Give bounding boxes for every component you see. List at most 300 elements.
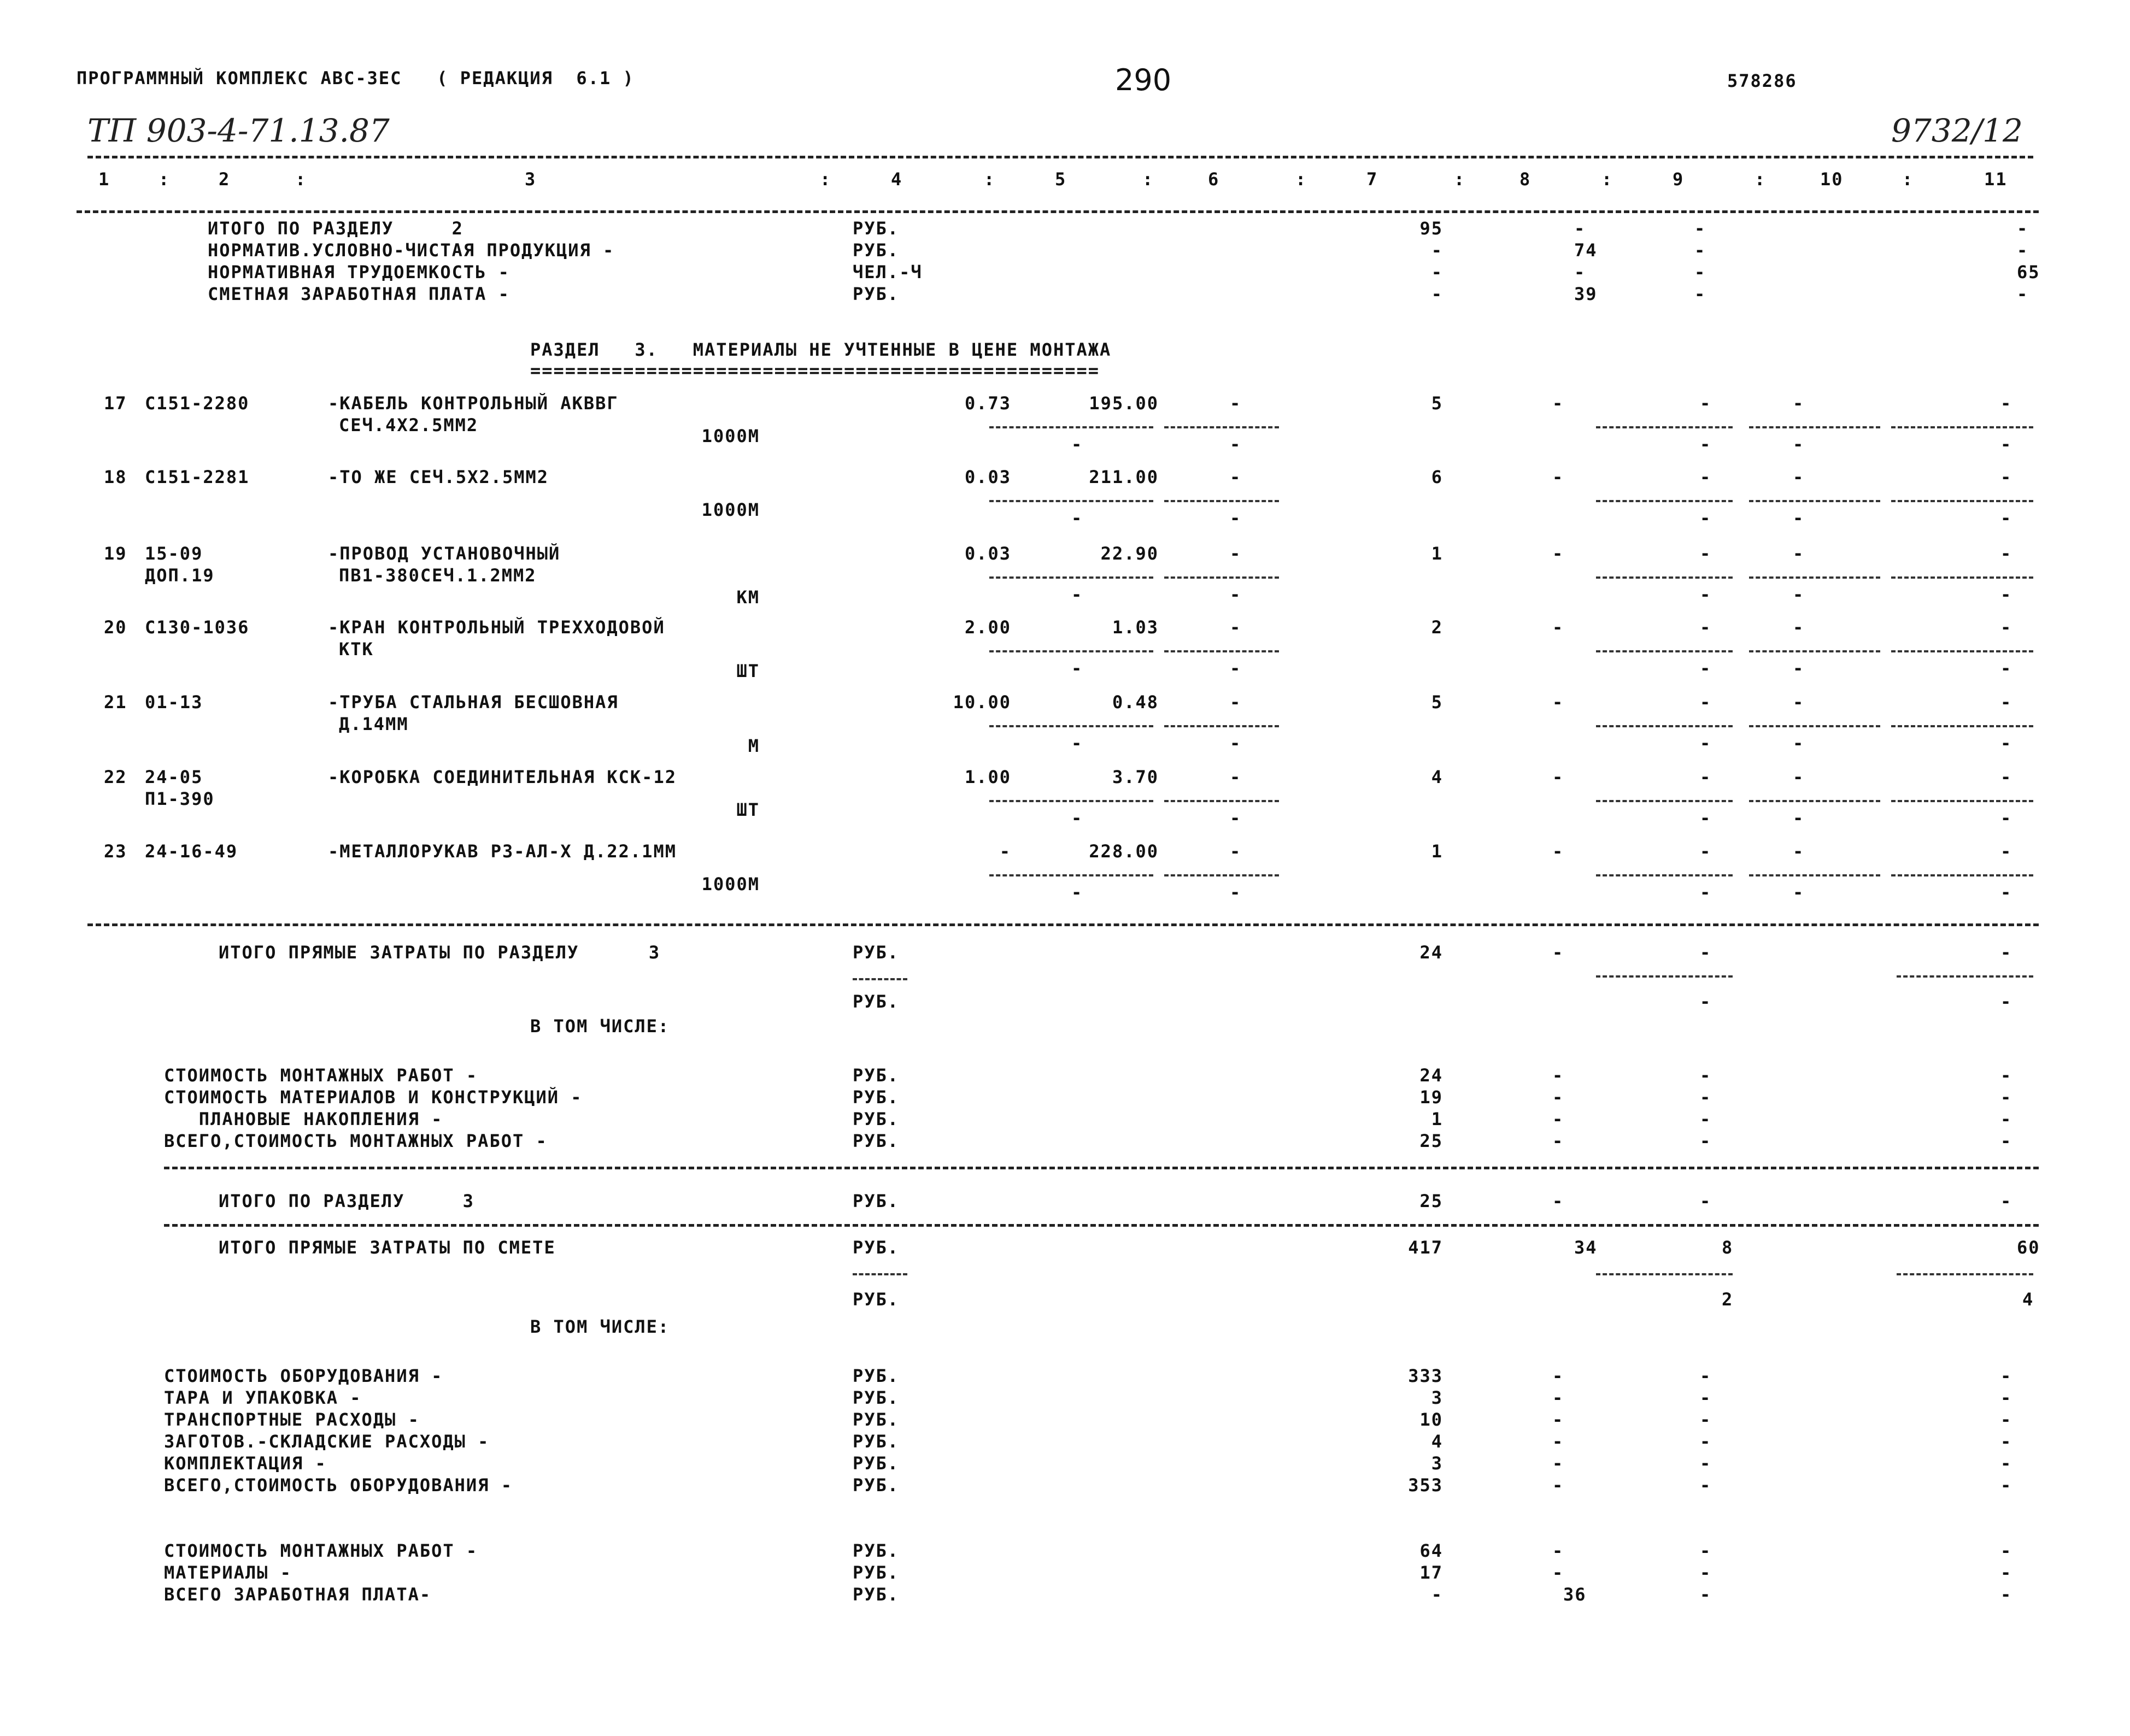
value-col8: - (1552, 1453, 1564, 1474)
unit-label: РУБ. (853, 1562, 900, 1583)
item-subrule (989, 426, 1153, 428)
value-col11: - (2000, 991, 2012, 1012)
item-price: 22.90 (1100, 543, 1159, 564)
value-col11: - (2000, 1453, 2012, 1474)
including-rule (164, 1167, 2039, 1169)
item-number: 23 (104, 841, 127, 862)
column-header-2: 2 (219, 169, 231, 190)
value-col9: - (1700, 1087, 1712, 1108)
value-col9: - (1700, 467, 1712, 487)
value-col9: - (1700, 1584, 1712, 1605)
item-unit: КМ (736, 587, 760, 608)
item-subrule (1596, 500, 1733, 502)
subrow-mark: - (2000, 584, 2012, 605)
item-subrule (989, 650, 1153, 652)
column-separator: : (1142, 169, 1154, 190)
value-col11: - (2017, 284, 2029, 304)
unit-label: РУБ. (853, 1289, 900, 1310)
unit-label: РУБ. (853, 1431, 900, 1452)
item-quantity: 10.00 (953, 692, 1011, 713)
including-item-label: СТОИМОСТЬ МОНТАЖНЫХ РАБОТ - (164, 1065, 478, 1086)
item-subrule (1596, 874, 1733, 876)
item-price: 3.70 (1112, 767, 1159, 787)
item-subrule (1596, 725, 1733, 727)
value-col11: - (2000, 1409, 2012, 1430)
unit-label: РУБ. (853, 1131, 900, 1151)
value-col6: - (1230, 617, 1242, 638)
unit-label: РУБ. (853, 1065, 900, 1086)
column-header-11: 11 (1984, 169, 2008, 190)
item-subrule (989, 500, 1153, 502)
including-item-label: КОМПЛЕКТАЦИЯ - (164, 1453, 327, 1474)
value-col7: 353 (1408, 1475, 1443, 1496)
value-col10: - (1793, 841, 1805, 862)
value-col9: - (1700, 1387, 1712, 1408)
value-col7: 95 (1419, 218, 1443, 239)
item-price: 211.00 (1089, 467, 1159, 487)
value-col8: - (1552, 1191, 1564, 1211)
subrow-mark: - (1230, 508, 1242, 528)
value-col11: - (2000, 617, 2012, 638)
value-col11: - (2000, 1584, 2012, 1605)
column-separator: : (1454, 169, 1466, 190)
item-subrule (1596, 426, 1733, 428)
subrule (1897, 1273, 2033, 1275)
value-col11: - (2017, 240, 2029, 261)
value-col11: - (2000, 1191, 2012, 1211)
unit-label: РУБ. (853, 1584, 900, 1605)
value-col9: - (1700, 393, 1712, 414)
unit-label: РУБ. (853, 1366, 900, 1386)
subrow-mark: - (1700, 508, 1712, 528)
item-number: 19 (104, 543, 127, 564)
item-col7: 2 (1431, 617, 1443, 638)
value-col9: - (1700, 1540, 1712, 1561)
subrow-mark: - (1700, 808, 1712, 828)
item-subrule (989, 800, 1153, 802)
item-number: 22 (104, 767, 127, 787)
subrow-mark: - (1230, 882, 1242, 903)
value-col9: - (1700, 942, 1712, 963)
subrow-mark: - (1071, 808, 1083, 828)
value-col6: - (1230, 393, 1242, 414)
column-separator: : (1295, 169, 1307, 190)
including-item-label: ВСЕГО,СТОИМОСТЬ ОБОРУДОВАНИЯ - (164, 1475, 513, 1496)
including-item-label: ТАРА И УПАКОВКА - (164, 1387, 362, 1408)
subrow-mark: - (2000, 434, 2012, 455)
subrow-mark: - (2000, 508, 2012, 528)
item-code: 24-05 (145, 767, 203, 787)
value-col9: - (1700, 1453, 1712, 1474)
value-col10: - (1793, 617, 1805, 638)
item-subrule (1164, 874, 1279, 876)
column-separator: : (820, 169, 832, 190)
value-col7: 25 (1419, 1191, 1443, 1211)
value-col7: 24 (1419, 942, 1443, 963)
value-col7: 417 (1408, 1237, 1443, 1258)
item-quantity: 0.73 (964, 393, 1011, 414)
value-col11: - (2000, 942, 2012, 963)
item-subrule (1891, 426, 2033, 428)
subrow-mark: - (1230, 658, 1242, 679)
value-col11: - (2000, 1562, 2012, 1583)
column-separator: : (295, 169, 307, 190)
item-subrule (1891, 874, 2033, 876)
value-col9: - (1700, 1409, 1712, 1430)
value-col7: 10 (1419, 1409, 1443, 1430)
including-item-label: ВСЕГО ЗАРАБОТНАЯ ПЛАТА- (164, 1584, 432, 1605)
subrow-mark: - (2000, 733, 2012, 754)
unit-label: РУБ. (853, 1409, 900, 1430)
value-col7: 24 (1419, 1065, 1443, 1086)
value-col8: - (1552, 393, 1564, 414)
unit-label: РУБ. (853, 1453, 900, 1474)
item-unit: 1000М (701, 874, 760, 895)
column-header-3: 3 (525, 169, 537, 190)
value-col9: - (1694, 284, 1706, 304)
value-col7: - (1431, 240, 1443, 261)
item-number: 20 (104, 617, 127, 638)
item-unit: М (748, 735, 760, 756)
value-col11: - (2000, 1065, 2012, 1086)
item-number: 17 (104, 393, 127, 414)
value-col8: - (1574, 262, 1586, 283)
item-code: 24-16-49 (145, 841, 238, 862)
document-designation: ТП 903-4-71.13.87 (87, 112, 390, 149)
item-subrule (1164, 650, 1279, 652)
subrow-mark: - (1700, 584, 1712, 605)
item-col7: 5 (1431, 393, 1443, 414)
value-col9: 2 (1722, 1289, 1734, 1310)
item-subrule (1749, 576, 1880, 579)
subrow-mark: - (1700, 434, 1712, 455)
subrow-mark: - (1793, 808, 1805, 828)
item-subrule (1596, 650, 1733, 652)
value-col9: - (1700, 1065, 1712, 1086)
subrow-mark: - (1793, 733, 1805, 754)
item-price: 1.03 (1112, 617, 1159, 638)
item-col7: 1 (1431, 841, 1443, 862)
item-code-extra: П1-390 (145, 788, 215, 809)
subrow-mark: - (1071, 658, 1083, 679)
subrule (1596, 1273, 1733, 1275)
value-col8: - (1552, 942, 1564, 963)
item-subrule (1749, 725, 1880, 727)
value-col8: - (1552, 692, 1564, 713)
value-col11: - (2000, 467, 2012, 487)
column-separator: : (1902, 169, 1914, 190)
column-separator: : (1601, 169, 1613, 190)
value-col7: 25 (1419, 1131, 1443, 1151)
column-header-9: 9 (1673, 169, 1685, 190)
unit-label: РУБ. (853, 1191, 900, 1211)
value-col11: - (2000, 767, 2012, 787)
header-rule (87, 156, 2033, 158)
value-col11: - (2000, 1431, 2012, 1452)
value-col9: - (1700, 692, 1712, 713)
value-col8: - (1552, 1387, 1564, 1408)
value-col9: - (1700, 1431, 1712, 1452)
item-name: -КАБЕЛЬ КОНТРОЛЬНЫЙ АКВВГ (328, 393, 619, 414)
value-col8: - (1552, 1475, 1564, 1496)
including-item-label: СТОИМОСТЬ МОНТАЖНЫХ РАБОТ - (164, 1540, 478, 1561)
unit-label: РУБ. (853, 240, 900, 261)
value-col11: - (2000, 543, 2012, 564)
column-header-rule (77, 210, 2039, 213)
item-subrule (1891, 800, 2033, 802)
item-col7: 5 (1431, 692, 1443, 713)
value-col10: - (1793, 543, 1805, 564)
column-header-6: 6 (1208, 169, 1220, 190)
value-col7: 17 (1419, 1562, 1443, 1583)
item-code: С130-1036 (145, 617, 250, 638)
value-col11: - (2000, 1131, 2012, 1151)
item-quantity: 2.00 (964, 617, 1011, 638)
item-unit: ШТ (736, 661, 760, 681)
item-name: -ТО ЖЕ СЕЧ.5Х2.5ММ2 (328, 467, 549, 487)
section3-total-rule (164, 1224, 2039, 1227)
value-col9: - (1700, 1562, 1712, 1583)
unit-label: РУБ. (853, 991, 900, 1012)
unit-label: РУБ. (853, 1237, 900, 1258)
subrow-mark: - (1793, 584, 1805, 605)
subrow-mark: - (1700, 882, 1712, 903)
value-col11: - (2000, 1387, 2012, 1408)
value-col9: - (1700, 543, 1712, 564)
item-subrule (1891, 500, 2033, 502)
subrow-mark: - (1071, 882, 1083, 903)
document-number: 9732/12 (1891, 112, 2023, 149)
value-col8: 36 (1563, 1584, 1587, 1605)
unit-subrule (853, 978, 907, 980)
item-quantity: 1.00 (964, 767, 1011, 787)
value-col8: - (1552, 1562, 1564, 1583)
value-col8: - (1552, 1366, 1564, 1386)
value-col9: - (1700, 1109, 1712, 1129)
value-col11: - (2000, 841, 2012, 862)
item-subrule (989, 576, 1153, 579)
value-col11: - (2000, 393, 2012, 414)
item-quantity: 0.03 (964, 467, 1011, 487)
unit-subrule (853, 1273, 907, 1275)
column-header-7: 7 (1366, 169, 1378, 190)
section3-title: РАЗДЕЛ 3. МАТЕРИАЛЫ НЕ УЧТЕННЫЕ В ЦЕНЕ МОНТАЖА (530, 339, 1112, 360)
value-col6: - (1230, 467, 1242, 487)
column-header-5: 5 (1055, 169, 1067, 190)
subrow-mark: - (1793, 882, 1805, 903)
item-subrule (1749, 874, 1880, 876)
item-unit: 1000М (701, 426, 760, 446)
value-col8: - (1552, 767, 1564, 787)
column-separator: : (984, 169, 996, 190)
unit-label: ЧЕЛ.-Ч (853, 262, 923, 283)
subrow-mark: - (1071, 434, 1083, 455)
value-col8: - (1552, 1087, 1564, 1108)
including-item-label: МАТЕРИАЛЫ - (164, 1562, 292, 1583)
including-item-label: ЗАГОТОВ.-СКЛАДСКИЕ РАСХОДЫ - (164, 1431, 490, 1452)
value-col9: - (1700, 1191, 1712, 1211)
subrow-mark: - (1700, 658, 1712, 679)
page-number: 290 (1115, 63, 1172, 97)
item-unit: 1000М (701, 499, 760, 520)
unit-label: РУБ. (853, 1540, 900, 1561)
value-col10: - (1793, 767, 1805, 787)
value-col9: 8 (1722, 1237, 1734, 1258)
value-col7: 1 (1431, 1109, 1443, 1129)
item-subrule (989, 874, 1153, 876)
item-quantity: 0.03 (964, 543, 1011, 564)
item-subrule (1891, 725, 2033, 727)
value-col7: - (1431, 284, 1443, 304)
item-subrule (1891, 576, 2033, 579)
value-col8: - (1552, 1109, 1564, 1129)
unit-label: РУБ. (853, 1475, 900, 1496)
including-item-label: ПЛАНОВЫЕ НАКОПЛЕНИЯ - (164, 1109, 443, 1129)
value-col6: - (1230, 767, 1242, 787)
value-col9: - (1700, 1131, 1712, 1151)
item-number: 18 (104, 467, 127, 487)
item-subrule (1164, 426, 1279, 428)
value-col11: 65 (2017, 262, 2040, 283)
value-col11: - (2017, 218, 2029, 239)
value-col10: - (1793, 393, 1805, 414)
item-code: С151-2281 (145, 467, 250, 487)
value-col6: - (1230, 841, 1242, 862)
including-item-label: ВСЕГО,СТОИМОСТЬ МОНТАЖНЫХ РАБОТ - (164, 1131, 548, 1151)
unit-label: РУБ. (853, 1087, 900, 1108)
item-subrule (1164, 576, 1279, 579)
item-name-extra: КТК (339, 639, 374, 660)
column-separator: : (159, 169, 171, 190)
item-subrule (1596, 800, 1733, 802)
value-col9: - (1700, 841, 1712, 862)
item-name: -КОРОБКА СОЕДИНИТЕЛЬНАЯ КСК-12 (328, 767, 677, 787)
subrow-mark: - (2000, 658, 2012, 679)
item-col7: 1 (1431, 543, 1443, 564)
item-subrule (1749, 500, 1880, 502)
item-subrule (1164, 725, 1279, 727)
subrow-mark: - (2000, 808, 2012, 828)
section2-total-label: НОРМАТИВНАЯ ТРУДОЕМКОСТЬ - (208, 262, 510, 283)
item-unit: ШТ (736, 799, 760, 820)
including-label: В ТОМ ЧИСЛЕ: (530, 1316, 670, 1337)
item-price: 0.48 (1112, 692, 1159, 713)
value-col7: 3 (1431, 1387, 1443, 1408)
item-col7: 4 (1431, 767, 1443, 787)
value-col8: - (1552, 841, 1564, 862)
value-col11: - (2000, 1540, 2012, 1561)
value-col8: - (1552, 1131, 1564, 1151)
unit-label: РУБ. (853, 942, 900, 963)
value-col9: - (1694, 262, 1706, 283)
value-col8: - (1552, 543, 1564, 564)
column-separator: : (1755, 169, 1767, 190)
item-name-extra: ПВ1-380СЕЧ.1.2ММ2 (339, 565, 537, 586)
item-subrule (1891, 650, 2033, 652)
item-subrule (1749, 650, 1880, 652)
value-col8: - (1552, 1409, 1564, 1430)
column-header-1: 1 (98, 169, 110, 190)
item-subrule (1749, 800, 1880, 802)
value-col6: - (1230, 543, 1242, 564)
value-col7: - (1431, 1584, 1443, 1605)
value-col10: - (1793, 692, 1805, 713)
subrow-mark: - (1230, 434, 1242, 455)
subrow-mark: - (1230, 808, 1242, 828)
value-col7: 19 (1419, 1087, 1443, 1108)
item-name: -КРАН КОНТРОЛЬНЫЙ ТРЕХХОДОВОЙ (328, 617, 665, 638)
item-subrule (1596, 576, 1733, 579)
subrow-mark: - (1230, 584, 1242, 605)
item-col7: 6 (1431, 467, 1443, 487)
value-col11: - (2000, 1475, 2012, 1496)
subrule (1897, 975, 2033, 978)
value-col8: - (1552, 617, 1564, 638)
value-col7: 333 (1408, 1366, 1443, 1386)
column-header-10: 10 (1820, 169, 1844, 190)
unit-label: РУБ. (853, 1387, 900, 1408)
value-col7: 4 (1431, 1431, 1443, 1452)
value-col11: - (2000, 1366, 2012, 1386)
value-col11: 4 (2022, 1289, 2034, 1310)
subrow-mark: - (1071, 733, 1083, 754)
value-col8: - (1552, 1065, 1564, 1086)
value-col8: 34 (1574, 1237, 1598, 1258)
subrow-mark: - (1230, 733, 1242, 754)
item-quantity: - (999, 841, 1011, 862)
column-header-4: 4 (891, 169, 903, 190)
value-col11: - (2000, 692, 2012, 713)
section2-total-label: СМЕТНАЯ ЗАРАБОТНАЯ ПЛАТА - (208, 284, 510, 304)
sheet-code: 578286 (1727, 70, 1797, 91)
item-code: 01-13 (145, 692, 203, 713)
unit-label: РУБ. (853, 1109, 900, 1129)
subrule (1596, 975, 1733, 978)
value-col9: - (1700, 1475, 1712, 1496)
value-col10: - (1793, 467, 1805, 487)
item-name-extra: Д.14ММ (339, 714, 409, 734)
subrow-mark: - (1793, 658, 1805, 679)
value-col11: 60 (2017, 1237, 2040, 1258)
value-col8: 74 (1574, 240, 1598, 261)
section3-total-label: ИТОГО ПО РАЗДЕЛУ 3 (219, 1191, 474, 1211)
value-col7: 3 (1431, 1453, 1443, 1474)
value-col8: - (1552, 467, 1564, 487)
unit-label: РУБ. (853, 284, 900, 304)
value-col11: - (2000, 1087, 2012, 1108)
value-col8: 39 (1574, 284, 1598, 304)
item-code: С151-2280 (145, 393, 250, 414)
direct-costs-estimate-label: ИТОГО ПРЯМЫЕ ЗАТРАТЫ ПО СМЕТЕ (219, 1237, 556, 1258)
value-col9: - (1700, 991, 1712, 1012)
value-col9: - (1700, 1366, 1712, 1386)
value-col8: - (1574, 218, 1586, 239)
section3-underline: ================================================= (530, 360, 1100, 381)
subrow-mark: - (1793, 434, 1805, 455)
item-subrule (989, 725, 1153, 727)
subrow-mark: - (2000, 882, 2012, 903)
item-name: -ПРОВОД УСТАНОВОЧНЫЙ (328, 543, 561, 564)
item-subrule (1164, 800, 1279, 802)
item-subrule (1164, 500, 1279, 502)
value-col6: - (1230, 692, 1242, 713)
subrow-mark: - (1071, 508, 1083, 528)
value-col9: - (1700, 617, 1712, 638)
value-col8: - (1552, 1540, 1564, 1561)
subrow-mark: - (1793, 508, 1805, 528)
including-item-label: СТОИМОСТЬ ОБОРУДОВАНИЯ - (164, 1366, 443, 1386)
item-price: 228.00 (1089, 841, 1159, 862)
